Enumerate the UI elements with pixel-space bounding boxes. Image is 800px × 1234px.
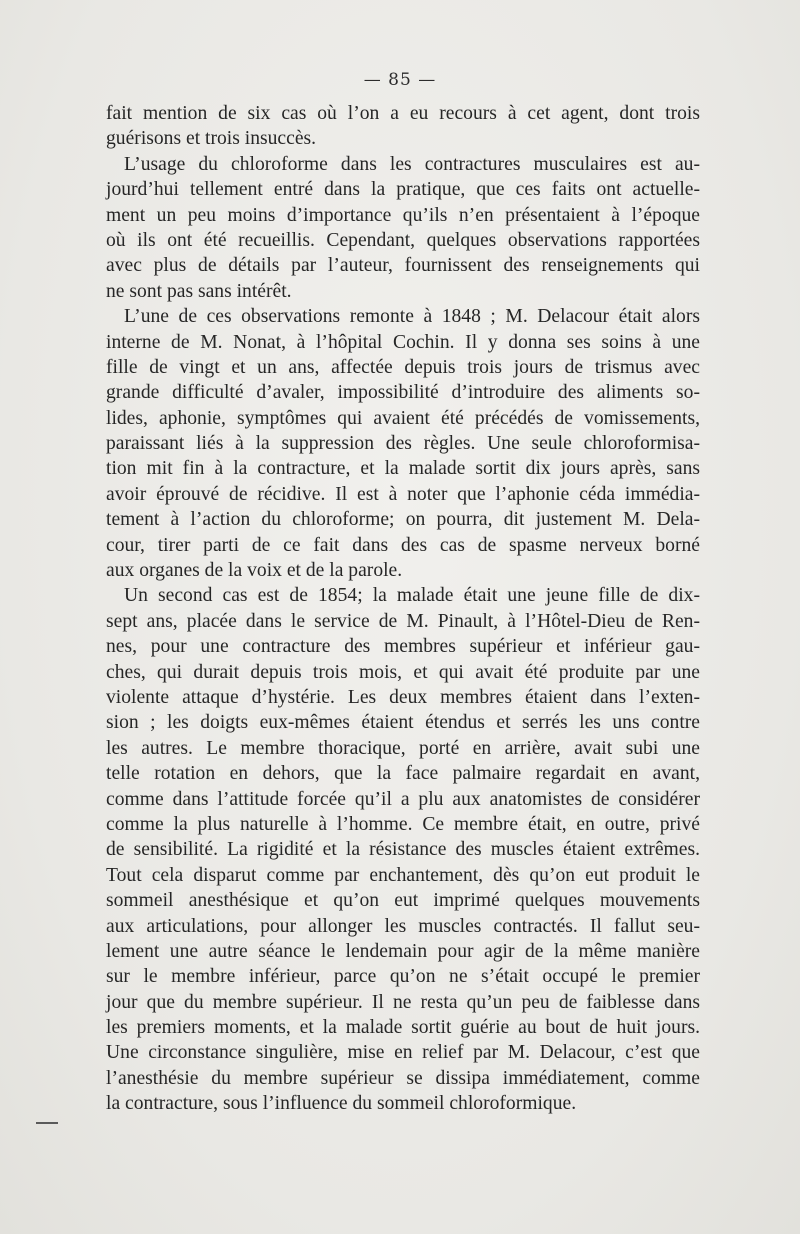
- paragraph: [106, 101, 700, 152]
- text-line: avoir éprouvé de récidive. Il est à noter que l’aphonie céda immédia-: [106, 483, 700, 505]
- text-line: la contracture, sous l’influence du sommeil chloroformique.: [106, 1093, 577, 1115]
- paragraph: [106, 304, 700, 583]
- paragraph: [106, 152, 700, 304]
- text-line: les autres. Le membre thoracique, porté en arrière, avait subi une: [106, 737, 700, 759]
- text-line: Une circonstance singulière, mise en relief par M. Delacour, c’est que: [106, 1042, 700, 1064]
- text-line: lides, aphonie, symptômes qui avaient été précédés de vomissements,: [106, 407, 700, 429]
- text-line: jour que du membre supérieur. Il ne resta qu’un peu de faiblesse dans: [106, 991, 700, 1013]
- body-text: [106, 101, 700, 1117]
- text-line: fait mention de six cas où l’on a eu recours à cet agent, dont trois: [106, 103, 700, 124]
- text-line: paraissant liés à la suppression des règles. Une seule chloroformisa-: [106, 433, 700, 455]
- text-line: comme dans l’attitude forcée qu’il a plu aux anatomistes de considérer: [106, 788, 700, 810]
- text-line: guérisons et trois insuccès.: [106, 128, 317, 150]
- text-line: lement une autre séance le lendemain pour agir de la même manière: [106, 940, 700, 962]
- text-line: sept ans, placée dans le service de M. Pinault, à l’Hôtel-Dieu de Ren-: [106, 610, 700, 632]
- text-line: L’une de ces observations remonte à 1848 ; M. Delacour était alors: [124, 306, 700, 328]
- text-line: jourd’hui tellement entré dans la pratique, que ces faits ont actuelle-: [106, 179, 700, 201]
- text-line: ne sont pas sans intérêt.: [106, 280, 292, 302]
- text-line: Un second cas est de 1854; la malade était une jeune fille de dix-: [124, 585, 700, 607]
- text-line: de sensibilité. La rigidité et la résistance des muscles étaient extrêmes.: [106, 839, 700, 861]
- text-line: avec plus de détails par l’auteur, fournissent des renseignements qui: [106, 255, 700, 277]
- text-line: cour, tirer parti de ce fait dans des cas de spasme nerveux borné: [106, 534, 700, 556]
- text-line: sommeil anesthésique et qu’on eut imprimé quelques mouvements: [106, 890, 700, 912]
- text-line: comme la plus naturelle à l’homme. Ce membre était, en outre, privé: [106, 813, 700, 835]
- paragraph: [106, 583, 700, 1116]
- text-line: sion ; les doigts eux-mêmes étaient étendus et serrés les uns contre: [106, 712, 700, 734]
- text-line: Tout cela disparut comme par enchantement, dès qu’on eut produit le: [106, 864, 700, 886]
- text-line: aux articulations, pour allonger les muscles contractés. Il fallut seu-: [106, 915, 700, 937]
- text-line: grande difficulté d’avaler, impossibilité d’introduire des aliments so-: [106, 382, 700, 404]
- text-line: tion mit fin à la contracture, et la malade sortit dix jours après, sans: [106, 458, 700, 480]
- text-line: sur le membre inférieur, parce qu’on ne s’était occupé le premier: [106, 966, 700, 988]
- text-line: violente attaque d’hystérie. Les deux membres étaient dans l’exten-: [106, 686, 700, 708]
- page-number: — 85 —: [363, 70, 437, 90]
- text-line: les premiers moments, et la malade sortit guérie au bout de huit jours.: [106, 1017, 700, 1039]
- text-line: où ils ont été recueillis. Cependant, quelques observations rapportées: [106, 229, 700, 251]
- text-line: telle rotation en dehors, que la face palmaire regardait en avant,: [106, 763, 700, 785]
- text-line: l’anesthésie du membre supérieur se dissipa immédiatement, comme: [106, 1067, 700, 1089]
- text-line: L’usage du chloroforme dans les contractures musculaires est au-: [124, 153, 700, 175]
- text-line: fille de vingt et un ans, affectée depuis trois jours de trismus avec: [106, 356, 700, 378]
- text-line: tement à l’action du chloroforme; on pourra, dit justement M. Dela-: [106, 509, 700, 531]
- text-line: aux organes de la voix et de la parole.: [106, 560, 403, 582]
- text-line: ment un peu moins d’importance qu’ils n’en présentaient à l’époque: [106, 204, 700, 226]
- margin-mark: [36, 1122, 58, 1124]
- text-line: ches, qui durait depuis trois mois, et qui avait été produite par une: [106, 661, 700, 683]
- text-line: nes, pour une contracture des membres supérieur et inférieur gau-: [106, 636, 700, 658]
- text-line: interne de M. Nonat, à l’hôpital Cochin. Il y donna ses soins à une: [106, 331, 700, 353]
